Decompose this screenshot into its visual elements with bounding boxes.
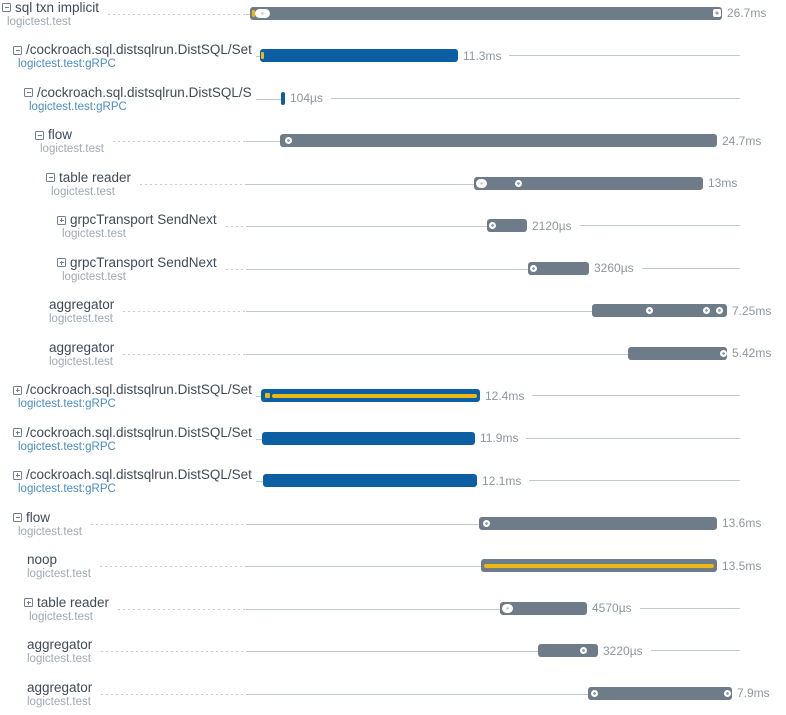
span-title-line [35,127,104,143]
span-after [708,177,772,190]
collapse-icon[interactable] [13,46,22,55]
row-tail-line [529,480,740,481]
yellow-marker [261,52,264,59]
span-after [482,474,772,487]
span-title: /cockroach.sql.distsqlrun.DistSQL/Set [26,382,252,397]
span-duration: 13.6ms [722,516,762,530]
row-tail-line [580,225,740,226]
span-duration: 13ms [708,176,738,190]
yellow-marker [484,564,714,568]
row-lead-line [246,566,481,567]
span-label[interactable] [13,467,256,496]
trace-span-row [0,459,786,502]
child-span-marker [483,520,490,527]
span-service: logictest.test [49,313,113,325]
span-label[interactable] [46,170,135,199]
span-bar[interactable] [628,347,727,360]
collapse-icon[interactable] [13,513,22,522]
collapse-icon[interactable] [2,3,11,12]
span-after [722,517,772,530]
span-after [603,644,772,657]
span-title-line [27,552,91,568]
span-title: aggregator [27,679,93,695]
span-title-line [57,255,217,271]
span-title-line [13,382,252,398]
row-lead-line [246,524,479,525]
span-title: aggregator [49,297,115,312]
expand-icon[interactable] [57,258,66,267]
span-title-line [57,212,217,228]
span-duration: 7.25ms [732,303,772,318]
trace-span-row [0,162,786,205]
child-span-marker [724,690,731,697]
span-service: logictest.test:gRPC [29,100,127,113]
span-title: /cockroach.sql.distsqlrun.DistSQL/Set [26,424,252,440]
row-connector-dashes [113,141,246,142]
child-span-marker [591,690,598,697]
row-connector-dashes [123,311,246,312]
child-span-marker [720,350,727,357]
row-lead-line [246,184,474,185]
span-title-line [24,595,109,611]
span-duration: 5.42ms [732,346,772,360]
span-duration: 2120µs [532,218,572,233]
trace-span-row [0,544,786,587]
span-title: flow [26,509,51,525]
span-label[interactable] [27,637,96,666]
trace-span-row [0,587,786,630]
span-label[interactable] [13,42,256,71]
child-span-marker [703,307,710,314]
trace-span-row [0,672,786,715]
span-duration: 11.9ms [480,431,519,445]
span-bar[interactable] [280,134,717,147]
span-title: aggregator [27,637,93,652]
span-bar[interactable] [487,219,527,232]
row-lead-line [246,609,500,610]
expand-icon[interactable] [13,428,22,437]
span-service: logictest.test [51,185,115,198]
span-title: /cockroach.sql.distsqlrun.DistSQL/Set [26,467,252,482]
child-span-marker [502,604,513,613]
row-connector-dashes [100,566,246,567]
span-title-line [49,340,114,356]
child-span-marker [285,137,292,144]
row-connector-dashes [123,354,246,355]
trace-span-row [0,204,786,247]
child-span-marker [713,9,721,17]
span-title-line [27,637,92,653]
row-connector-dashes [226,269,246,270]
span-duration: 26.7ms [727,6,767,20]
span-label[interactable] [2,0,103,29]
span-after [727,7,772,20]
span-title: sql txn implicit [15,0,100,15]
child-span-marker [255,9,270,18]
span-duration: 12.1ms [482,473,522,488]
span-title-line [13,425,252,441]
trace-span-row [0,332,786,375]
span-label[interactable] [27,552,95,581]
trace-span-row [0,417,786,460]
trace-span-row [0,502,786,545]
row-lead-line [246,311,592,312]
span-after [480,432,772,445]
span-title: /cockroach.sql.distsqlrun.DistSQL/Set [26,42,252,57]
span-bar[interactable] [260,49,458,62]
span-after [532,219,772,232]
span-label[interactable] [57,212,221,241]
span-after [722,559,772,572]
span-title: grpcTransport SendNext [70,212,217,227]
span-title: table reader [59,169,132,185]
span-after [722,134,772,147]
yellow-marker [272,394,477,398]
row-connector-dashes [140,184,246,185]
span-title-line [46,170,131,186]
span-title: table reader [37,594,110,610]
trace-span-row [0,629,786,672]
row-lead-line [246,694,588,695]
span-service: logictest.test [29,610,93,623]
span-bar[interactable] [281,92,285,105]
span-after [592,602,772,615]
trace-span-row [0,247,786,290]
span-duration: 12.4ms [485,388,525,403]
span-after [485,389,772,402]
row-lead-line [246,269,528,270]
span-bar[interactable] [474,177,703,190]
span-label[interactable] [57,255,221,284]
span-bar[interactable] [588,687,732,700]
span-after [463,49,772,62]
child-span-marker [476,179,487,188]
child-span-marker [530,265,537,272]
span-label[interactable] [49,297,118,326]
span-duration: 24.7ms [722,133,762,148]
trace-span-row [0,0,786,35]
row-lead-line [246,354,628,355]
row-connector-dashes [226,226,246,227]
row-tail-line [640,608,740,609]
span-service: logictest.test [49,355,113,368]
child-span-marker [515,180,522,187]
child-span-marker [489,222,496,229]
span-service: logictest.test:gRPC [18,440,116,453]
child-span-marker [580,647,587,654]
span-service: logictest.test [27,653,91,665]
span-bar[interactable] [479,517,717,530]
span-service: logictest.test [62,270,126,283]
span-label[interactable] [13,510,86,539]
collapse-icon[interactable] [35,131,44,140]
span-duration: 3260µs [594,261,634,275]
row-tail-line [532,395,740,396]
span-duration: 4570µs [592,601,632,615]
row-lead-line [246,141,280,142]
expand-icon[interactable] [24,598,33,607]
span-duration: 11.3ms [463,48,502,63]
span-title: noop [27,552,58,567]
row-tail-line [509,55,740,56]
row-connector-dashes [101,694,246,695]
span-bar[interactable] [528,262,589,275]
span-service: logictest.test [27,568,91,580]
span-label[interactable] [24,595,113,624]
row-connector-dashes [108,14,246,15]
span-service: logictest.test [18,525,82,538]
row-connector-dashes [91,524,246,525]
span-title-line [2,0,99,16]
span-service: logictest.test:gRPC [18,483,116,495]
row-tail-line [331,98,740,99]
span-after [290,92,772,105]
span-duration: 13.5ms [722,558,762,573]
span-title-line [27,680,92,696]
row-lead-line [246,226,487,227]
span-duration: 104µs [290,91,323,105]
span-bar[interactable] [262,432,475,445]
span-title: flow [48,127,73,142]
span-duration: 3220µs [603,643,643,658]
span-after [732,304,772,317]
span-bar[interactable] [538,644,598,657]
span-label[interactable] [49,340,118,369]
expand-icon[interactable] [13,471,22,480]
span-bar[interactable] [263,474,477,487]
span-label[interactable] [27,680,96,709]
span-bar[interactable] [250,7,722,20]
row-connector-dashes [101,651,246,652]
span-service: logictest.test [62,228,126,240]
expand-icon[interactable] [13,386,22,395]
span-duration: 7.9ms [737,686,770,700]
span-bar[interactable] [592,304,727,317]
span-label[interactable] [13,425,256,454]
row-lead-line [246,651,538,652]
span-label[interactable] [35,127,108,156]
row-tail-line [642,268,740,269]
span-title-line [13,42,252,58]
span-title-line [24,85,252,101]
span-bar[interactable] [481,559,717,572]
span-service: logictest.test:gRPC [18,58,116,70]
span-title: /cockroach.sql.distsqlrun.DistSQL/S [37,84,252,100]
span-service: logictest.test:gRPC [18,398,116,410]
child-span-marker [646,307,653,314]
span-after [737,687,772,700]
row-tail-line [651,650,740,651]
collapse-icon[interactable] [46,173,55,182]
span-title-line [13,467,252,483]
span-label[interactable] [13,382,256,411]
span-label[interactable] [24,85,256,114]
row-tail-line [526,438,740,439]
span-title-line [49,297,114,313]
span-title: aggregator [49,339,115,355]
child-span-marker [716,307,723,314]
collapse-icon[interactable] [24,88,33,97]
yellow-marker [265,393,270,398]
span-title: grpcTransport SendNext [70,254,217,270]
row-connector-dashes [118,609,246,610]
span-after [594,262,772,275]
span-bar[interactable] [500,602,587,615]
trace-span-row [0,119,786,162]
trace-span-row [0,77,786,120]
trace-span-row [0,374,786,417]
span-bar[interactable] [261,389,480,402]
trace-span-row [0,289,786,332]
expand-icon[interactable] [57,216,66,225]
trace-span-row [0,34,786,77]
span-service: logictest.test [7,15,71,28]
span-service: logictest.test [40,143,104,155]
span-after [732,347,772,360]
span-title-line [13,510,82,526]
span-service: logictest.test [27,695,91,708]
